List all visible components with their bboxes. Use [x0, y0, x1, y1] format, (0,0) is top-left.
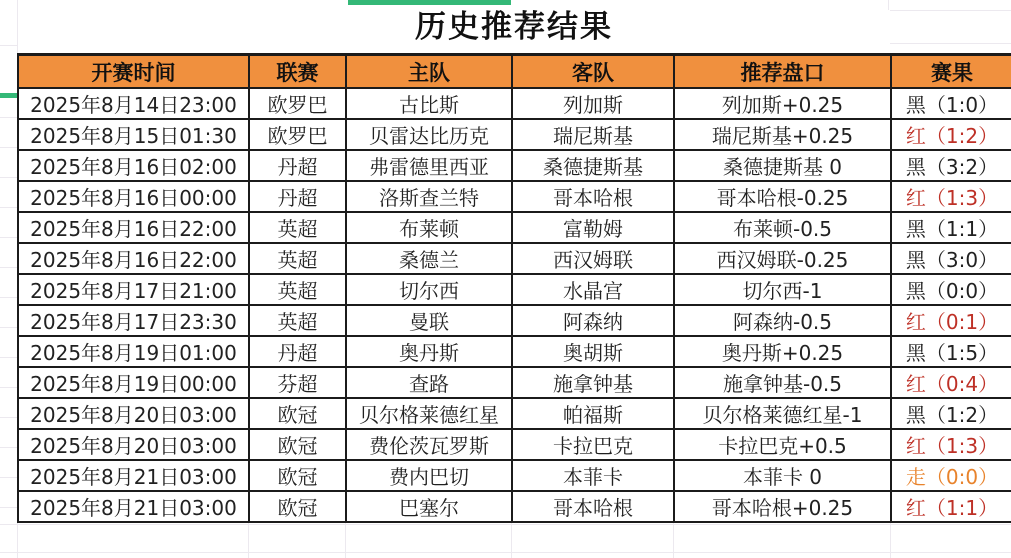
cell-result[interactable]: 红（1:3） — [891, 429, 1011, 460]
table-row — [18, 305, 1011, 336]
header-cell-handicap[interactable]: 推荐盘口 — [674, 55, 891, 89]
cell-league[interactable]: 丹超 — [249, 181, 346, 212]
header-cell-home-team[interactable]: 主队 — [346, 55, 512, 89]
cell-result[interactable]: 红（0:4） — [891, 367, 1011, 398]
cell-away-team[interactable]: 阿森纳 — [512, 305, 674, 336]
cell-away-team[interactable]: 帕福斯 — [512, 398, 674, 429]
cell-league[interactable]: 欧罗巴 — [249, 88, 346, 119]
cell-home-team[interactable]: 巴塞尔 — [346, 491, 512, 522]
table-row — [18, 398, 1011, 429]
cell-away-team[interactable]: 哥本哈根 — [512, 491, 674, 522]
cell-away-team[interactable]: 瑞尼斯基 — [512, 119, 674, 150]
cell-home-team[interactable]: 奥丹斯 — [346, 336, 512, 367]
cell-league[interactable]: 丹超 — [249, 336, 346, 367]
cell-away-team[interactable]: 本菲卡 — [512, 460, 674, 491]
cell-league[interactable]: 欧罗巴 — [249, 119, 346, 150]
cell-result[interactable]: 黑（1:0） — [891, 88, 1011, 119]
cell-handicap[interactable]: 桑德捷斯基 0 — [674, 150, 891, 181]
cell-result[interactable]: 黑（1:1） — [891, 212, 1011, 243]
cell-handicap[interactable]: 阿森纳-0.5 — [674, 305, 891, 336]
cell-result[interactable]: 走（0:0） — [891, 460, 1011, 491]
gridline — [0, 552, 1011, 553]
cell-handicap[interactable]: 哥本哈根+0.25 — [674, 491, 891, 522]
cell-away-team[interactable]: 哥本哈根 — [512, 181, 674, 212]
cell-home-team[interactable]: 弗雷德里西亚 — [346, 150, 512, 181]
cell-home-team[interactable]: 费伦茨瓦罗斯 — [346, 429, 512, 460]
cell-home-team[interactable]: 费内巴切 — [346, 460, 512, 491]
cell-home-team[interactable]: 贝雷达比历克 — [346, 119, 512, 150]
cell-time[interactable]: 2025年8月19日01:00 — [18, 336, 249, 367]
cell-league[interactable]: 欧冠 — [249, 398, 346, 429]
table-row — [18, 212, 1011, 243]
cell-handicap[interactable]: 本菲卡 0 — [674, 460, 891, 491]
cell-handicap[interactable]: 布莱顿-0.5 — [674, 212, 891, 243]
header-cell-away-team[interactable]: 客队 — [512, 55, 674, 89]
cell-time[interactable]: 2025年8月19日00:00 — [18, 367, 249, 398]
cell-away-team[interactable]: 水晶宫 — [512, 274, 674, 305]
cell-away-team[interactable]: 施拿钟基 — [512, 367, 674, 398]
cell-home-team[interactable]: 布莱顿 — [346, 212, 512, 243]
cell-away-team[interactable]: 卡拉巴克 — [512, 429, 674, 460]
cell-away-team[interactable]: 桑德捷斯基 — [512, 150, 674, 181]
cell-time[interactable]: 2025年8月16日22:00 — [18, 212, 249, 243]
cell-time[interactable]: 2025年8月16日00:00 — [18, 181, 249, 212]
gridline — [0, 524, 1011, 525]
cell-home-team[interactable]: 贝尔格莱德红星 — [346, 398, 512, 429]
page-title[interactable]: 历史推荐结果 — [415, 9, 613, 45]
cell-result[interactable]: 红（0:1） — [891, 305, 1011, 336]
cell-handicap[interactable]: 哥本哈根-0.25 — [674, 181, 891, 212]
cell-home-team[interactable]: 桑德兰 — [346, 243, 512, 274]
cell-league[interactable]: 欧冠 — [249, 460, 346, 491]
cell-home-team[interactable]: 查路 — [346, 367, 512, 398]
cell-handicap[interactable]: 贝尔格莱德红星-1 — [674, 398, 891, 429]
cell-time[interactable]: 2025年8月15日01:30 — [18, 119, 249, 150]
cell-result[interactable]: 红（1:2） — [891, 119, 1011, 150]
header-cell-league[interactable]: 联赛 — [249, 55, 346, 89]
cell-time[interactable]: 2025年8月16日22:00 — [18, 243, 249, 274]
table-row — [18, 243, 1011, 274]
table-row — [18, 336, 1011, 367]
table-row — [18, 181, 1011, 212]
cell-time[interactable]: 2025年8月17日23:30 — [18, 305, 249, 336]
cell-away-team[interactable]: 富勒姆 — [512, 212, 674, 243]
cell-time[interactable]: 2025年8月20日03:00 — [18, 429, 249, 460]
cell-result[interactable]: 黑（1:5） — [891, 336, 1011, 367]
cell-result[interactable]: 黑（3:0） — [891, 243, 1011, 274]
cell-league[interactable]: 芬超 — [249, 367, 346, 398]
cell-away-team[interactable]: 奥胡斯 — [512, 336, 674, 367]
cell-time[interactable]: 2025年8月16日02:00 — [18, 150, 249, 181]
header-row — [18, 55, 1011, 89]
cell-time[interactable]: 2025年8月20日03:00 — [18, 398, 249, 429]
cell-handicap[interactable]: 西汉姆联-0.25 — [674, 243, 891, 274]
table-row — [18, 367, 1011, 398]
cell-handicap[interactable]: 卡拉巴克+0.5 — [674, 429, 891, 460]
cell-league[interactable]: 英超 — [249, 212, 346, 243]
cell-league[interactable]: 丹超 — [249, 150, 346, 181]
cell-time[interactable]: 2025年8月14日23:00 — [18, 88, 249, 119]
cell-league[interactable]: 英超 — [249, 243, 346, 274]
cell-away-team[interactable]: 西汉姆联 — [512, 243, 674, 274]
table-row — [18, 119, 1011, 150]
cell-league[interactable]: 欧冠 — [249, 429, 346, 460]
table-row — [18, 491, 1011, 522]
results-table — [17, 53, 1011, 523]
cell-result[interactable]: 黑（3:2） — [891, 150, 1011, 181]
cell-league[interactable]: 欧冠 — [249, 491, 346, 522]
cell-handicap[interactable]: 奥丹斯+0.25 — [674, 336, 891, 367]
cell-time[interactable]: 2025年8月21日03:00 — [18, 491, 249, 522]
cell-home-team[interactable]: 古比斯 — [346, 88, 512, 119]
cell-time[interactable]: 2025年8月21日03:00 — [18, 460, 249, 491]
table-row — [18, 150, 1011, 181]
cell-home-team[interactable]: 曼联 — [346, 305, 512, 336]
cell-home-team[interactable]: 洛斯查兰特 — [346, 181, 512, 212]
cell-handicap[interactable]: 列加斯+0.25 — [674, 88, 891, 119]
header-cell-time[interactable]: 开赛时间 — [18, 55, 249, 89]
cell-time[interactable]: 2025年8月17日21:00 — [18, 274, 249, 305]
cell-handicap[interactable]: 施拿钟基-0.5 — [674, 367, 891, 398]
cell-handicap[interactable]: 瑞尼斯基+0.25 — [674, 119, 891, 150]
cell-league[interactable]: 英超 — [249, 305, 346, 336]
cell-result[interactable]: 红（1:1） — [891, 491, 1011, 522]
cell-handicap[interactable]: 切尔西-1 — [674, 274, 891, 305]
table-row — [18, 429, 1011, 460]
table-row — [18, 88, 1011, 119]
gridline — [0, 88, 17, 510]
cell-league[interactable]: 英超 — [249, 274, 346, 305]
cell-result[interactable]: 黑（0:0） — [891, 274, 1011, 305]
header-cell-result[interactable]: 赛果 — [891, 55, 1011, 89]
selection-indicator-left[interactable] — [0, 93, 17, 98]
table-body — [18, 88, 1011, 522]
table-row — [18, 460, 1011, 491]
cell-home-team[interactable]: 切尔西 — [346, 274, 512, 305]
gridline — [0, 45, 17, 46]
cell-away-team[interactable]: 列加斯 — [512, 88, 674, 119]
table-header — [18, 55, 1011, 89]
table-row — [18, 274, 1011, 305]
cell-result[interactable]: 红（1:3） — [891, 181, 1011, 212]
cell-result[interactable]: 黑（1:2） — [891, 398, 1011, 429]
